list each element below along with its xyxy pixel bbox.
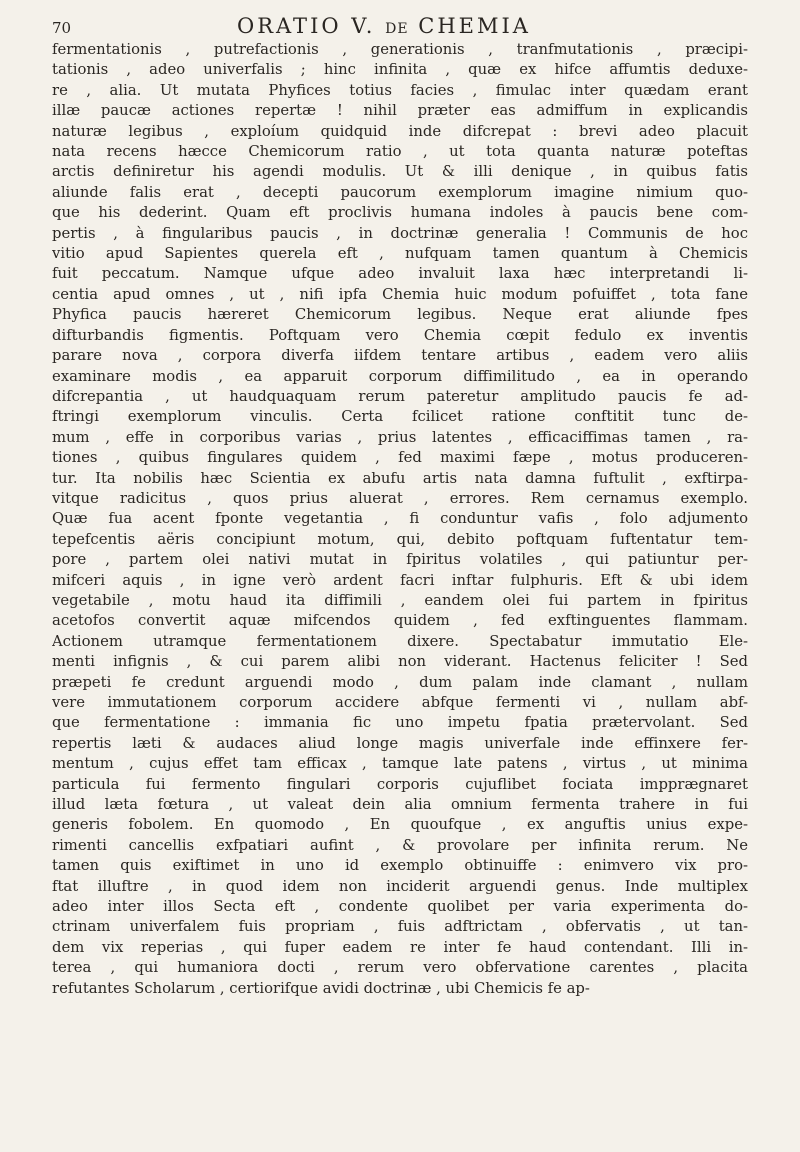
running-head [52,14,748,38]
text-line: parare nova , corpora diverfa iifdem tentare artibus , eadem vero aliis [52,347,748,365]
text-line: refutantes Scholarum , certiorifque avidi doctrinæ , ubi Chemicis fe ap- [52,979,590,997]
text-line: Actionem utramque fermentationem dixere. Spectabatur immutatio Ele- [52,632,748,650]
body-text [52,40,748,999]
text-line: centia apud omnes , ut , nifi ipfa Chemia huic modum pofuiffet , tota fane [52,285,748,303]
text-line: illud læta fœtura , ut valeat dein alia omnium fermenta trahere in fui [52,796,748,814]
text-line: menti infignis , & cui parem alibi non viderant. Hactenus feliciter ! Sed [52,653,748,671]
text-line: ftringi exemplorum vinculis. Certa fcilicet ratione conftitit tunc de- [52,408,748,426]
title-main: ORATIO [237,14,342,38]
text-line: que fermentatione : immania fic uno impetu fpatia prætervolant. Sed [52,714,748,732]
text-line: vitque radicitus , quos prius aluerat , errores. Rem cernamus exemplo. [52,489,748,507]
text-line: examinare modis , ea apparuit corporum diffimilitudo , ea in operando [52,367,748,385]
text-line: adeo inter illos Secta eft , condente quolibet per varia experimenta do- [52,898,748,916]
text-line: tationis , adeo univerfalis ; hinc infinita , quæ ex hifce affumtis deduxe- [52,61,748,79]
text-line: tepefcentis aëris concipiunt motum, qui, debito poftquam fuftentatur tem- [52,530,748,548]
text-line: difturbandis figmentis. Poftquam vero Chemia cœpit fedulo ex inventis [52,326,748,344]
text-line: naturæ legibus , exploíum quidquid inde difcrepat : brevi adeo placuit [52,122,748,140]
text-line: re , alia. Ut mutata Phyfices totius facies , fimulac inter quædam erant [52,81,748,99]
text-line: acetofos convertit aquæ mifcendos quidem , fed exftinguentes flammam. [52,612,748,630]
text-line: fuit peccatum. Namque ufque adeo invaluit laxa hæc interpretandi li- [52,265,748,283]
title-de: DE [385,21,409,37]
text-line: terea , qui humaniora docti , rerum vero obfervatione carentes , placita [52,959,748,977]
text-line: præpeti fe credunt arguendi modo , dum palam inde clamant , nullam [52,673,748,691]
text-line: vere immutationem corporum accidere abfque fermenti vi , nullam abf- [52,694,748,711]
text-line: dem vix reperias , qui fuper eadem re inter fe haud contendant. Illi in- [52,938,748,956]
text-line: Phyfica paucis hæreret Chemicorum legibus. Neque erat aliunde fpes [52,306,748,324]
text-line: mum , effe in corporibus varias , prius latentes , efficaciffimas tamen , ra- [52,428,748,446]
text-line: pertis , à fingularibus paucis , in doctrinæ generalia ! Communis de hoc [52,224,748,242]
text-line: mentum , cujus effet tam efficax , tamque late patens , virtus , ut minima [52,755,748,773]
text-line: nata recens hæcce Chemicorum ratio , ut tota quanta naturæ poteftas [52,143,748,161]
text-line: Quæ fua acent fponte vegetantia , fi conduntur vafis , folo adjumento [52,510,748,528]
text-line: mifceri aquis , in igne verò ardent facri inftar fulphuris. Eft & ubi idem [52,571,748,589]
text-line: que his dederint. Quam eft proclivis humana indoles à paucis bene com- [52,204,748,222]
text-line: rimenti cancellis exfpatiari aufint , & provolare per infinita rerum. Ne [52,836,748,854]
running-title [100,14,748,38]
text-line: particula fui fermento fingulari corporis cujuflibet fociata impprægnaret [52,775,748,793]
page-number: 70 [52,19,72,37]
text-line: repertis læti & audaces aliud longe magis univerfale inde effinxere fer- [52,734,748,752]
text-line: aliunde falis erat , decepti paucorum exemplorum imagine nimium quo- [52,183,748,201]
text-line: tur. Ita nobilis hæc Scientia ex abufu artis nata damna fuftulit , exftirpa- [52,469,748,487]
text-line: illæ paucæ actiones repertæ ! nihil præter eas admiffum in explicandis [52,102,748,120]
text-line: vitio apud Sapientes querela eft , nufquam tamen quantum à Chemicis [52,245,748,263]
title-subject: CHEMIA [418,14,531,38]
text-line: tiones , quibus fingulares quidem , fed maximi fæpe , motus produceren- [52,449,748,467]
text-line: generis fobolem. En quomodo , En quoufque , ex anguftis unius expe- [52,816,748,834]
text-line: pore , partem olei nativi mutat in fpiritus volatiles , qui patiuntur per- [52,551,748,569]
text-line: vegetabile , motu haud ita diffimili , eandem olei fui partem in fpiritus [52,591,748,609]
text-line: ctrinam univerfalem fuis propriam , fuis adftrictam , obfervatis , ut tan- [52,918,748,936]
text-line: ftat illuftre , in quod idem non inciderit arguendi genus. Inde multiplex [52,877,748,895]
text-line: tamen quis exiftimet in uno id exemplo obtinuiffe : enimvero vix pro- [52,857,748,875]
text-line: difcrepantia , ut haudquaquam rerum pateretur amplitudo paucis fe ad- [52,387,748,405]
text-line: arctis definiretur his agendi modulis. Ut & illi denique , in quibus fatis [52,163,748,181]
title-numeral: V. [351,14,376,38]
text-line: fermentationis , putrefactionis , generationis , tranfmutationis , præcipi- [52,41,748,58]
